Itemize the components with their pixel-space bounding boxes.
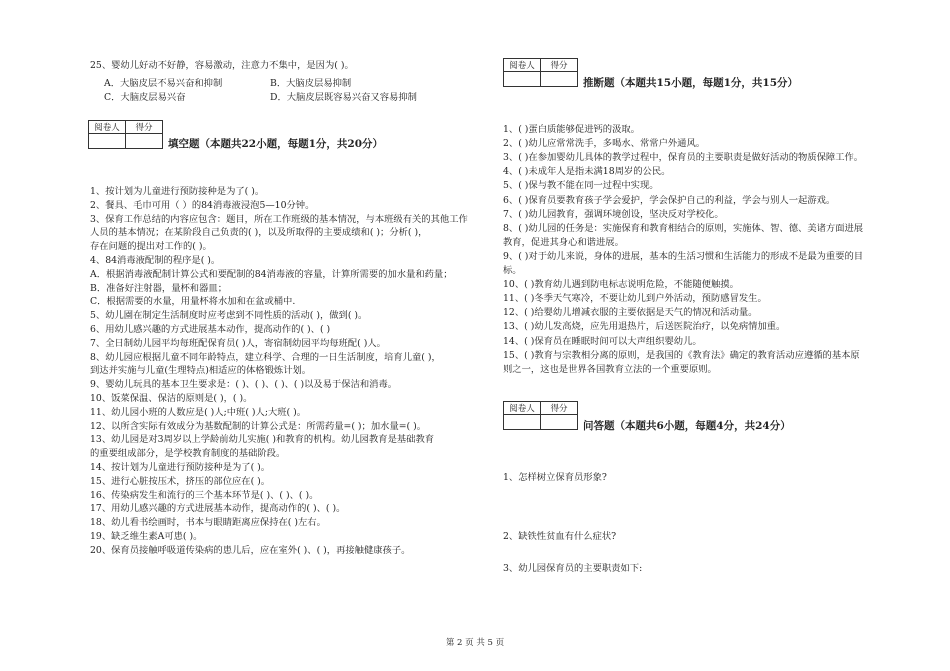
fill-in-line: B．准备好注射器，量杯和器皿； xyxy=(90,282,227,294)
fill-in-line: 人员的基本情况；在某阶段自己负责的( )，以及所取得的主要成绩和( )；分析( )， xyxy=(90,227,428,239)
score-cell xyxy=(541,72,578,87)
reviewer-cell xyxy=(504,72,541,87)
judgment-line: 4、( )未成年人是指未满18周岁的公民。 xyxy=(503,166,671,178)
judgment-line: 8、( )幼儿园的任务是：实施保育和教育相结合的原则，实施体、智、德、美诸方面进展 xyxy=(503,222,864,234)
section-title-judgment: 推断题（本题共15小题，每题1分，共15分） xyxy=(583,77,799,89)
fill-in-line: 6、用幼儿感兴趣的方式进展基本动作，提高动作的( )、( ) xyxy=(90,324,331,335)
fill-in-line: 14、按计划为儿童进行预防接种是为了( )。 xyxy=(90,462,271,473)
judgment-line: 教育，促进其身心和谐进展。 xyxy=(503,236,624,248)
q25-option-d: D．大脑皮层既容易兴奋又容易抑制 xyxy=(270,92,417,103)
section-title-fill-in: 填空题（本题共22小题，每题1分，共20分） xyxy=(168,138,384,150)
score-box-qa xyxy=(503,401,578,430)
score-label: 得分 xyxy=(541,402,578,415)
score-box-judgment xyxy=(503,58,578,87)
judgment-line: 10、( )教育幼儿遇到防电标志说明危险，不能随便触摸。 xyxy=(503,279,739,291)
judgment-line: 3、( )在参加婴幼儿具体的教学过程中，保育员的主要职责是做好活动的物质保障工作。 xyxy=(503,152,864,164)
judgment-line: 14、( )保育员在睡眠时间可以大声组织婴幼儿。 xyxy=(503,335,702,347)
fill-in-line: 9、婴幼儿玩具的基本卫生要求是：( )、( )、( )、( )以及易于保洁和消毒。 xyxy=(90,379,398,391)
judgment-line: 标。 xyxy=(503,265,522,276)
q25-option-c: C．大脑皮层易兴奋 xyxy=(104,92,186,103)
score-label: 得分 xyxy=(541,59,578,72)
fill-in-line: 7、全日制幼儿园平均每班配保育员( )人，寄宿制幼园平均每班配( )人。 xyxy=(90,337,386,349)
judgment-line: 5、( )保与教不能在同一过程中实现。 xyxy=(503,180,659,192)
fill-in-line: 16、传染病发生和流行的三个基本环节是( )、( )、( )。 xyxy=(90,489,319,501)
reviewer-cell xyxy=(89,134,126,149)
score-cell xyxy=(126,134,163,149)
qa-question-1: 1、怎样树立保育员形象? xyxy=(503,472,607,483)
score-label: 得分 xyxy=(126,121,163,134)
reviewer-label: 阅卷人 xyxy=(504,59,541,72)
q25-option-b: B．大脑皮层易抑制 xyxy=(270,78,352,89)
section-title-qa: 问答题（本题共6小题，每题4分，共24分） xyxy=(583,420,791,432)
qa-question-2: 2、缺铁性贫血有什么症状? xyxy=(503,531,617,542)
fill-in-line: 11、幼儿园小班的人数应是( )人;中班( )人;大班( )。 xyxy=(90,406,307,418)
fill-in-line: 8、幼儿园应根据儿童不同年龄特点，建立科学、合理的一日生活制度，培育儿童( )， xyxy=(90,351,441,363)
fill-in-line: 1、按计划为儿童进行预防接种是为了( )。 xyxy=(90,186,265,197)
page-footer: 第 2 页 共 5 页 xyxy=(445,638,505,648)
fill-in-line: 到达并实施与儿童(生理特点)相适应的体格锻炼计划。 xyxy=(90,365,312,377)
qa-question-3: 3、幼儿园保育员的主要职责如下: xyxy=(503,563,643,574)
q25-option-a: A．大脑皮层不易兴奋和抑制 xyxy=(104,78,223,89)
fill-in-line: C．根据需要的水量，用量杯将水加和在盆或桶中. xyxy=(90,296,296,308)
judgment-line: 13、( )幼儿发高烧，应先用退热片，后送医院治疗，以免病情加重。 xyxy=(503,321,786,333)
fill-in-line: 17、用幼儿感兴趣的方式进展基本动作，提高动作的( )、( )。 xyxy=(90,503,346,515)
fill-in-line: 4、84消毒液配制的程序是( )。 xyxy=(90,255,221,266)
reviewer-label: 阅卷人 xyxy=(504,402,541,415)
question-25-stem: 25、婴幼儿好动不好静，容易激动，注意力不集中，是因为( )。 xyxy=(90,60,354,71)
judgment-line: 12、( )给婴幼儿增减衣服的主要依据是天气的情况和活动量。 xyxy=(503,307,758,319)
judgment-line: 15、( )教育与宗教相分离的原则，是我国的《教育法》确定的教育活动应遵循的基本原 xyxy=(503,349,860,361)
fill-in-line: 的重要组成部分，是学校教育制度的基础阶段。 xyxy=(90,448,286,460)
fill-in-line: 20、保育员接触呼吸道传染病的患儿后，应在室外( )、( )，再接触健康孩子。 xyxy=(90,544,411,556)
fill-in-line: 15、进行心脏按压术，挤压的部位应在( )。 xyxy=(90,475,271,487)
score-cell xyxy=(541,415,578,430)
fill-in-line: 3、保育工作总结的内容应包含：题目，所在工作班级的基本情况，与本班级有关的其他工作 xyxy=(90,213,468,225)
judgment-line: 则之一，这也是世界各国教育立法的一个重要原则。 xyxy=(503,363,717,375)
fill-in-line: 19、缺乏维生素A可患( )。 xyxy=(90,531,203,542)
fill-in-line: 12、以所含实际有效成分为基数配制的计算公式是：所需药量=( )；加水量=( )。 xyxy=(90,420,427,432)
fill-in-line: 2、餐具、毛巾可用（ ）的84消毒液浸泡5—10分钟。 xyxy=(90,199,315,211)
judgment-line: 11、( )冬季天气寒冷，不要让幼儿到户外活动，预防感冒发生。 xyxy=(503,293,767,305)
fill-in-line: 10、饭菜保温、保洁的原则是( )，( )。 xyxy=(90,393,253,404)
judgment-line: 6、( )保育员要教育孩子学会爱护，学会保护自己的利益，学会与别人一起游戏。 xyxy=(503,194,836,206)
judgment-line: 9、( )对于幼儿来说，身体的进展，基本的生活习惯和生活能力的形成不是最为重要的目 xyxy=(503,250,864,262)
fill-in-line: A．根据消毒液配制计算公式和要配制的84消毒液的容量，计算所需要的加水量和药量； xyxy=(90,268,453,280)
fill-in-line: 5、幼儿園在制定生活制度时应考虑到不同性质的活动( )，做到( )。 xyxy=(90,310,368,322)
judgment-line: 2、( )幼儿应常常洗手，多喝水、常常户外通风。 xyxy=(503,138,706,150)
fill-in-line: 13、幼儿园是对3周岁以上学龄前幼儿实施( )和教育的机构。幼儿园教育是基础教育 xyxy=(90,434,435,446)
judgment-line: 7、( )幼儿园教育，强调环境创设，坚决反对学校化。 xyxy=(503,208,724,220)
fill-in-line: 存在问题的提出对工作的( )。 xyxy=(90,241,212,253)
fill-in-line: 18、幼儿看书绘画时，书本与眼睛距离应保持在( )左右。 xyxy=(90,517,326,529)
reviewer-cell xyxy=(504,415,541,430)
judgment-line: 1、( )蛋白质能够促进钙的汲取。 xyxy=(503,124,640,135)
score-box-fill-in xyxy=(88,120,163,149)
reviewer-label: 阅卷人 xyxy=(89,121,126,134)
